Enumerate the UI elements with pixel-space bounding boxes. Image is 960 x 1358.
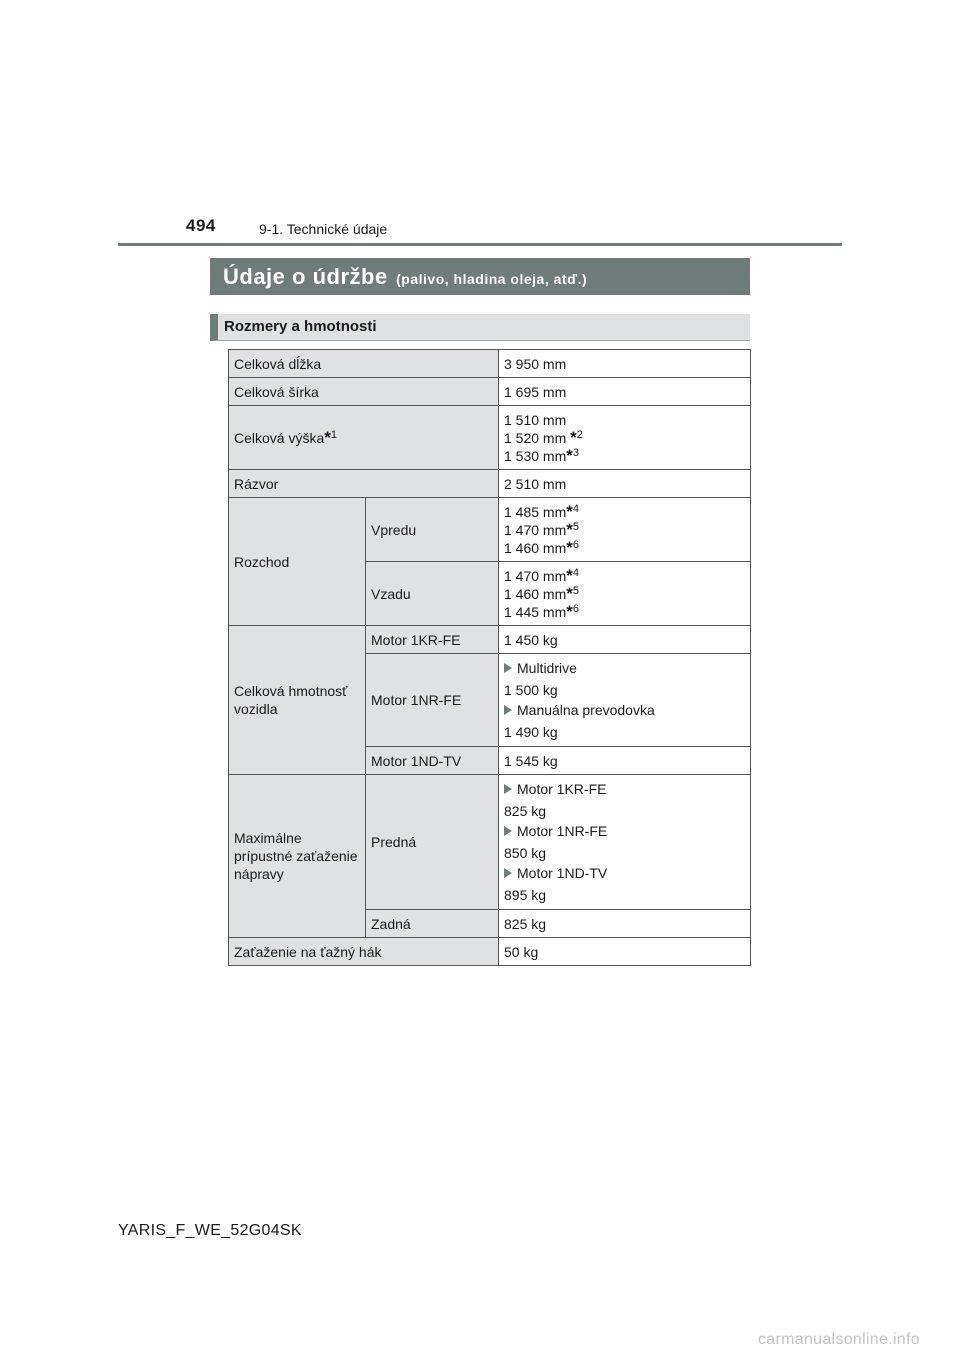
footnote-number: 6: [572, 602, 579, 615]
table-row: [229, 775, 751, 910]
row-sublabel-engine: Motor 1NR-FE: [366, 654, 499, 747]
option-item: Motor 1NR-FE: [504, 822, 745, 840]
main-heading: [210, 258, 750, 295]
row-value-weight: 1 450 kg: [499, 626, 751, 654]
table-row: [229, 350, 751, 378]
footnote-star: *: [566, 445, 573, 465]
value-line: 1 470 mm*$^5$: [504, 519, 579, 539]
table-row: [229, 378, 751, 406]
dimensions-weights-table: [228, 349, 751, 966]
option-item: Manuálna prevodovka: [504, 701, 745, 719]
watermark: carmanualsonline.info: [758, 1331, 920, 1348]
option-value: 1 500 kg: [504, 682, 558, 698]
row-value-tread-front: [499, 498, 751, 562]
row-label-gross-weight: Celková hmotnosť vozidla: [229, 626, 366, 775]
option-item: Motor 1ND-TV: [504, 864, 745, 882]
footnote-star: *: [324, 427, 331, 447]
triangle-bullet-icon: [504, 663, 512, 673]
row-value-wheelbase: 2 510 mm: [499, 470, 751, 498]
value-line: 1 530 mm*$^3$: [504, 445, 579, 465]
option-item: Motor 1KR-FE: [504, 780, 745, 798]
option-item: Multidrive: [504, 659, 745, 677]
page-number: 494: [186, 216, 216, 235]
row-label-width: Celková šírka: [229, 378, 499, 406]
value-line: 1 510 mm: [504, 411, 567, 428]
triangle-bullet-icon: [504, 784, 512, 794]
triangle-bullet-icon: [504, 868, 512, 878]
table-row: [229, 470, 751, 498]
row-sublabel-engine: Motor 1ND-TV: [366, 747, 499, 775]
row-sublabel-front-axle: Predná: [366, 775, 499, 910]
row-value-tread-rear: [499, 562, 751, 626]
row-value-rear-axle: 825 kg: [499, 910, 751, 938]
footnote-star: *: [566, 601, 573, 621]
footnote-star: *: [566, 583, 573, 603]
value-line: 1 520 mm *$^2$: [504, 427, 583, 447]
footer-code: YARIS_F_WE_52G04SK: [118, 1222, 302, 1239]
footnote-star: *: [566, 501, 573, 521]
triangle-bullet-icon: [504, 705, 512, 715]
footnote-number: 5: [572, 584, 579, 597]
option-value: 895 kg: [504, 887, 547, 903]
row-label-axle-capacity: Maximálne prípustné zaťaženie nápravy: [229, 775, 366, 938]
footnote-number: 5: [572, 520, 579, 533]
row-sublabel-rear-axle: Zadná: [366, 910, 499, 938]
footnote-star: *: [570, 427, 577, 447]
table-row: [229, 626, 751, 654]
section-title: 9-1. Technické údaje: [259, 221, 388, 237]
row-label-height: [229, 406, 499, 470]
value-line: 1 485 mm*$^4$: [504, 501, 579, 521]
table-row: [229, 938, 751, 966]
main-heading-subtext: (palivo, hladina oleja, atď.): [396, 271, 588, 287]
footnote-star: *: [566, 519, 573, 539]
row-value-tow-hitch: 50 kg: [499, 938, 751, 966]
footnote-number: 2: [576, 428, 583, 441]
footnote-number: 4: [572, 502, 579, 515]
value-line: 1 460 mm*$^5$: [504, 583, 579, 603]
row-label-tow-hitch: Zaťaženie na ťažný hák: [229, 938, 499, 966]
row-value-width: 1 695 mm: [499, 378, 751, 406]
row-value-weight: 1 545 kg: [499, 747, 751, 775]
footnote-star: *: [566, 537, 573, 557]
footnote-number: 6: [572, 538, 579, 551]
footnote-number: 4: [572, 566, 579, 579]
row-value-weight-options: [499, 654, 751, 747]
footnote-star: *: [566, 565, 573, 585]
row-sublabel-engine: Motor 1KR-FE: [366, 626, 499, 654]
row-sublabel-rear: Vzadu: [366, 562, 499, 626]
row-label-tread: Rozchod: [229, 498, 366, 626]
main-heading-text: Údaje o údržbe: [223, 264, 388, 289]
option-value: 1 490 kg: [504, 724, 558, 740]
row-value-height: [499, 406, 751, 470]
footnote-number: 1: [330, 428, 338, 441]
table-row: [229, 498, 751, 562]
header-rule: [118, 243, 842, 246]
row-sublabel-front: Vpredu: [366, 498, 499, 562]
value-line: 1 470 mm*$^4$: [504, 565, 579, 585]
footnote-number: 3: [572, 446, 579, 459]
option-value: 825 kg: [504, 803, 547, 819]
option-value: 850 kg: [504, 845, 547, 861]
table-row: [229, 406, 751, 470]
height-label-text: Celková výška: [234, 429, 325, 446]
triangle-bullet-icon: [504, 826, 512, 836]
sub-heading: Rozmery a hmotnosti: [210, 314, 750, 341]
row-value-front-axle: [499, 775, 751, 910]
value-line: 1 445 mm*$^6$: [504, 601, 579, 621]
row-value-length: 3 950 mm: [499, 350, 751, 378]
row-label-length: Celková dĺžka: [229, 350, 499, 378]
value-line: 1 460 mm*$^6$: [504, 537, 579, 557]
row-label-wheelbase: Rázvor: [229, 470, 499, 498]
